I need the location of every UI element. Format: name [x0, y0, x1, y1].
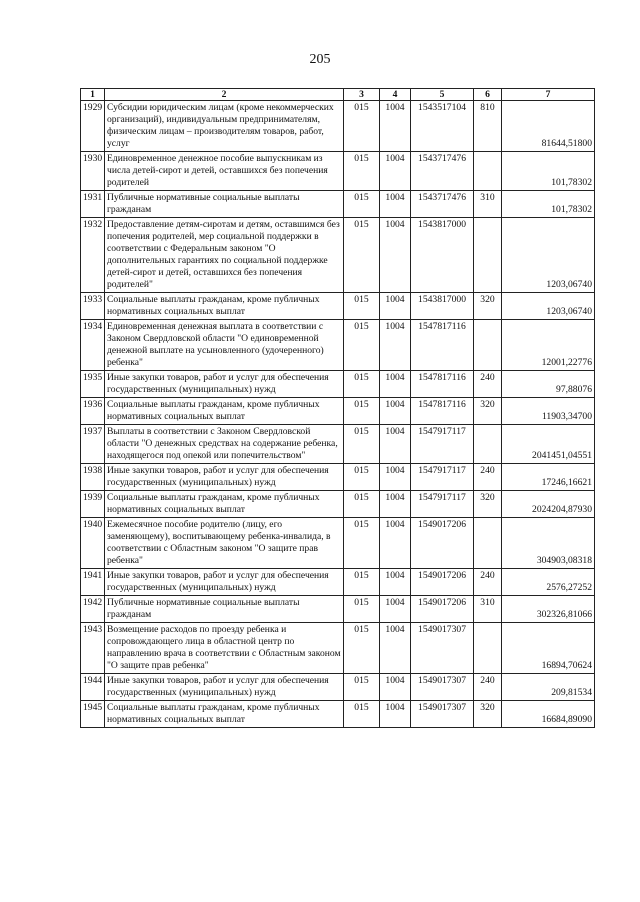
target-code: 1543517104 — [411, 101, 474, 152]
section-code: 1004 — [380, 191, 411, 218]
table-row — [81, 623, 595, 674]
table-row — [81, 464, 595, 491]
ministry-code: 015 — [344, 371, 380, 398]
target-code: 1549017206 — [411, 569, 474, 596]
row-number: 1929 — [81, 101, 105, 152]
target-code: 1547917117 — [411, 464, 474, 491]
budget-table — [80, 88, 595, 728]
section-code: 1004 — [380, 491, 411, 518]
row-name: Иные закупки товаров, работ и услуг для обеспечения государственных (муниципальных) нужд — [105, 674, 344, 701]
ministry-code: 015 — [344, 464, 380, 491]
table-row — [81, 218, 595, 293]
column-header: 4 — [380, 89, 411, 101]
table-row — [81, 674, 595, 701]
expense-group-code — [474, 518, 502, 569]
row-amount: 97,88076 — [502, 371, 595, 398]
row-number: 1935 — [81, 371, 105, 398]
ministry-code: 015 — [344, 425, 380, 464]
row-number: 1938 — [81, 464, 105, 491]
target-code: 1549017307 — [411, 701, 474, 728]
target-code: 1549017307 — [411, 674, 474, 701]
ministry-code: 015 — [344, 491, 380, 518]
target-code: 1543717476 — [411, 191, 474, 218]
target-code: 1543817000 — [411, 293, 474, 320]
row-number: 1943 — [81, 623, 105, 674]
column-header: 1 — [81, 89, 105, 101]
row-amount: 1203,06740 — [502, 218, 595, 293]
column-header: 6 — [474, 89, 502, 101]
expense-group-code — [474, 152, 502, 191]
row-name: Социальные выплаты гражданам, кроме публичных нормативных социальных выплат — [105, 398, 344, 425]
row-amount: 2576,27252 — [502, 569, 595, 596]
row-name: Публичные нормативные социальные выплаты гражданам — [105, 191, 344, 218]
row-name: Предоставление детям-сиротам и детям, оставшимся без попечения родителей, мер социальной поддержки в соответствии с Федеральным законом "О дополнительных гарантиях по социальной поддержке детей-сирот и детей, оставшихся без попечения родителей" — [105, 218, 344, 293]
row-name: Иные закупки товаров, работ и услуг для обеспечения государственных (муниципальных) нужд — [105, 569, 344, 596]
ministry-code: 015 — [344, 293, 380, 320]
target-code: 1549017206 — [411, 518, 474, 569]
row-amount: 302326,81066 — [502, 596, 595, 623]
row-amount: 11903,34700 — [502, 398, 595, 425]
row-name: Социальные выплаты гражданам, кроме публичных нормативных социальных выплат — [105, 491, 344, 518]
row-number: 1930 — [81, 152, 105, 191]
row-number: 1940 — [81, 518, 105, 569]
column-header: 3 — [344, 89, 380, 101]
table-row — [81, 152, 595, 191]
row-amount: 209,81534 — [502, 674, 595, 701]
ministry-code: 015 — [344, 518, 380, 569]
table-row — [81, 293, 595, 320]
section-code: 1004 — [380, 674, 411, 701]
section-code: 1004 — [380, 371, 411, 398]
row-number: 1944 — [81, 674, 105, 701]
table-row — [81, 518, 595, 569]
ministry-code: 015 — [344, 152, 380, 191]
ministry-code: 015 — [344, 569, 380, 596]
table-row — [81, 491, 595, 518]
row-name: Социальные выплаты гражданам, кроме публичных нормативных социальных выплат — [105, 701, 344, 728]
expense-group-code: 240 — [474, 569, 502, 596]
section-code: 1004 — [380, 569, 411, 596]
target-code: 1547917117 — [411, 491, 474, 518]
row-name: Выплаты в соответствии с Законом Свердловской области "О денежных средствах на содержание ребенка, находящегося под опекой или попечительством" — [105, 425, 344, 464]
header-row — [81, 89, 595, 101]
column-header: 7 — [502, 89, 595, 101]
expense-group-code: 810 — [474, 101, 502, 152]
row-name: Иные закупки товаров, работ и услуг для обеспечения государственных (муниципальных) нужд — [105, 371, 344, 398]
row-amount: 17246,16621 — [502, 464, 595, 491]
row-number: 1945 — [81, 701, 105, 728]
ministry-code: 015 — [344, 623, 380, 674]
table-body — [81, 101, 595, 728]
table-row — [81, 425, 595, 464]
row-number: 1939 — [81, 491, 105, 518]
row-amount: 2024204,87930 — [502, 491, 595, 518]
expense-group-code: 310 — [474, 191, 502, 218]
row-number: 1941 — [81, 569, 105, 596]
row-number: 1933 — [81, 293, 105, 320]
row-amount: 101,78302 — [502, 152, 595, 191]
row-name: Публичные нормативные социальные выплаты гражданам — [105, 596, 344, 623]
ministry-code: 015 — [344, 398, 380, 425]
row-name: Иные закупки товаров, работ и услуг для обеспечения государственных (муниципальных) нужд — [105, 464, 344, 491]
row-name: Единовременное денежное пособие выпускникам из числа детей-сирот и детей, оставшихся без попечения родителей — [105, 152, 344, 191]
expense-group-code: 240 — [474, 371, 502, 398]
ministry-code: 015 — [344, 674, 380, 701]
ministry-code: 015 — [344, 596, 380, 623]
target-code: 1549017307 — [411, 623, 474, 674]
section-code: 1004 — [380, 464, 411, 491]
row-name: Единовременная денежная выплата в соответствии с Законом Свердловской области "О единовременной денежной выплате на усыновленного (удочеренного) ребенка" — [105, 320, 344, 371]
section-code: 1004 — [380, 320, 411, 371]
expense-group-code: 240 — [474, 464, 502, 491]
ministry-code: 015 — [344, 320, 380, 371]
target-code: 1543817000 — [411, 218, 474, 293]
section-code: 1004 — [380, 398, 411, 425]
ministry-code: 015 — [344, 701, 380, 728]
expense-group-code: 320 — [474, 398, 502, 425]
table-row — [81, 371, 595, 398]
section-code: 1004 — [380, 425, 411, 464]
section-code: 1004 — [380, 218, 411, 293]
table-row — [81, 191, 595, 218]
column-header: 2 — [105, 89, 344, 101]
section-code: 1004 — [380, 701, 411, 728]
column-header: 5 — [411, 89, 474, 101]
row-number: 1931 — [81, 191, 105, 218]
ministry-code: 015 — [344, 218, 380, 293]
section-code: 1004 — [380, 293, 411, 320]
row-name: Социальные выплаты гражданам, кроме публичных нормативных социальных выплат — [105, 293, 344, 320]
expense-group-code — [474, 320, 502, 371]
row-amount: 16894,70624 — [502, 623, 595, 674]
target-code: 1547817116 — [411, 398, 474, 425]
expense-group-code: 320 — [474, 491, 502, 518]
section-code: 1004 — [380, 518, 411, 569]
table-row — [81, 320, 595, 371]
section-code: 1004 — [380, 101, 411, 152]
row-amount: 2041451,04551 — [502, 425, 595, 464]
row-name: Ежемесячное пособие родителю (лицу, его заменяющему), воспитывающему ребенка-инвалида, в соответствии с Областным законом "О защите прав ребенка" — [105, 518, 344, 569]
section-code: 1004 — [380, 152, 411, 191]
row-amount: 81644,51800 — [502, 101, 595, 152]
row-amount: 304903,08318 — [502, 518, 595, 569]
expense-group-code: 320 — [474, 293, 502, 320]
row-number: 1942 — [81, 596, 105, 623]
expense-group-code: 310 — [474, 596, 502, 623]
ministry-code: 015 — [344, 101, 380, 152]
table-row — [81, 596, 595, 623]
target-code: 1549017206 — [411, 596, 474, 623]
expense-group-code — [474, 623, 502, 674]
target-code: 1547817116 — [411, 371, 474, 398]
row-number: 1934 — [81, 320, 105, 371]
expense-group-code — [474, 425, 502, 464]
row-number: 1937 — [81, 425, 105, 464]
expense-group-code: 240 — [474, 674, 502, 701]
table-row — [81, 569, 595, 596]
page-number: 205 — [309, 52, 331, 67]
table-row — [81, 701, 595, 728]
target-code: 1547817116 — [411, 320, 474, 371]
row-amount: 1203,06740 — [502, 293, 595, 320]
row-number: 1936 — [81, 398, 105, 425]
target-code: 1543717476 — [411, 152, 474, 191]
row-amount: 101,78302 — [502, 191, 595, 218]
expense-group-code: 320 — [474, 701, 502, 728]
row-amount: 16684,89090 — [502, 701, 595, 728]
section-code: 1004 — [380, 596, 411, 623]
row-name: Возмещение расходов по проезду ребенка и сопровождающего лица в областной центр по направлению врача в соответствии с Областным законом "О защите прав ребенка" — [105, 623, 344, 674]
target-code: 1547917117 — [411, 425, 474, 464]
row-amount: 12001,22776 — [502, 320, 595, 371]
row-name: Субсидии юридическим лицам (кроме некоммерческих организаций), индивидуальным предпринимателям, физическим лицам – производителям товаров, работ, услуг — [105, 101, 344, 152]
table-row — [81, 101, 595, 152]
ministry-code: 015 — [344, 191, 380, 218]
section-code: 1004 — [380, 623, 411, 674]
row-number: 1932 — [81, 218, 105, 293]
expense-group-code — [474, 218, 502, 293]
table-row — [81, 398, 595, 425]
